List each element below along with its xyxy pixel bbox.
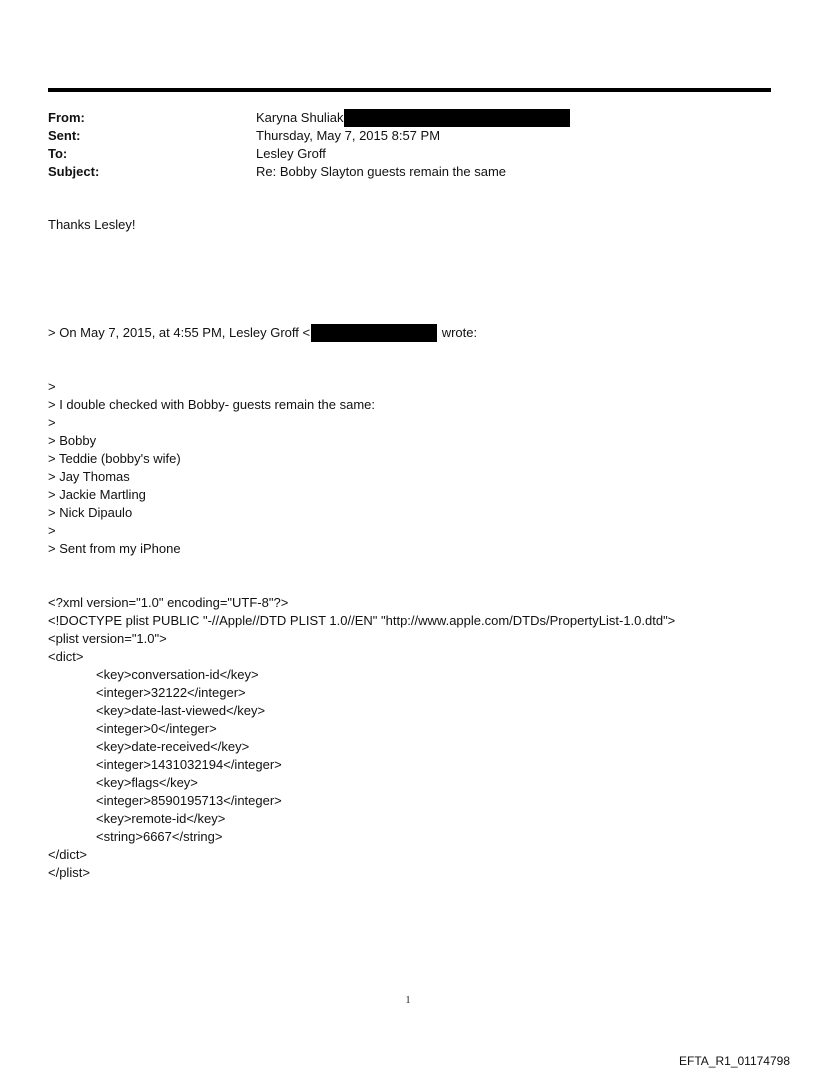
- plist-block: [48, 594, 675, 882]
- plist-line: <key>date-received</key>: [96, 739, 250, 754]
- sent-value: Thursday, May 7, 2015 8:57 PM: [256, 128, 441, 143]
- plist-line: <?xml version="1.0" encoding="UTF-8"?>: [48, 595, 289, 610]
- plist-line: <integer>0</integer>: [96, 721, 217, 736]
- to-row: [48, 145, 768, 163]
- quoted-line: > Bobby: [48, 433, 97, 448]
- plist-line: <key>remote-id</key>: [96, 811, 226, 826]
- quoted-line: > Nick Dipaulo: [48, 505, 133, 520]
- to-value: Lesley Groff: [256, 146, 326, 161]
- sent-row: [48, 127, 768, 145]
- plist-line: </dict>: [48, 847, 88, 862]
- from-value: [256, 109, 570, 127]
- plist-line: <!DOCTYPE plist PUBLIC "-//Apple//DTD PLIST 1.0//EN" "http://www.apple.com/DTDs/PropertyList-1.0.dtd">: [48, 613, 676, 628]
- plist-line: <plist version="1.0">: [48, 631, 167, 646]
- plist-line: <string>6667</string>: [96, 829, 223, 844]
- plist-line: <integer>1431032194</integer>: [96, 757, 282, 772]
- redaction-box: [344, 109, 570, 127]
- plist-line: <key>date-last-viewed</key>: [96, 703, 266, 718]
- quoted-line: >: [48, 379, 56, 394]
- quote-intro-after: wrote:: [438, 325, 478, 340]
- redaction-box: [311, 324, 437, 342]
- plist-line: </plist>: [48, 865, 90, 880]
- sent-label: Sent:: [48, 128, 81, 143]
- quote-intro: [48, 324, 675, 342]
- email-header: [48, 109, 768, 181]
- quoted-line: > Teddie (bobby's wife): [48, 451, 181, 466]
- plist-line: <integer>8590195713</integer>: [96, 793, 282, 808]
- from-name: Karyna Shuliak: [256, 110, 344, 125]
- plist-line: <integer>32122</integer>: [96, 685, 246, 700]
- quoted-line: >: [48, 523, 56, 538]
- greeting-text: Thanks Lesley!: [48, 217, 136, 232]
- plist-line: <key>conversation-id</key>: [96, 667, 259, 682]
- header-rule: [48, 88, 771, 92]
- quoted-line: > I double checked with Bobby- guests remain the same:: [48, 397, 375, 412]
- quoted-line: >: [48, 415, 56, 430]
- quote-intro-before: > On May 7, 2015, at 4:55 PM, Lesley Groff <: [48, 325, 311, 340]
- plist-line: <key>flags</key>: [96, 775, 198, 790]
- plist-line: <dict>: [48, 649, 84, 664]
- message-body: [48, 288, 675, 900]
- bates-number: EFTA_R1_01174798: [679, 1054, 790, 1068]
- from-row: [48, 109, 768, 127]
- quoted-lines: [48, 378, 675, 558]
- subject-value: Re: Bobby Slayton guests remain the same: [256, 164, 507, 179]
- from-label: From:: [48, 110, 85, 125]
- to-label: To:: [48, 146, 68, 161]
- subject-label: Subject:: [48, 164, 100, 179]
- quoted-line: > Jay Thomas: [48, 469, 130, 484]
- quoted-line: > Sent from my iPhone: [48, 541, 181, 556]
- subject-row: [48, 163, 768, 181]
- quoted-line: > Jackie Martling: [48, 487, 146, 502]
- page-number: 1: [405, 995, 411, 1006]
